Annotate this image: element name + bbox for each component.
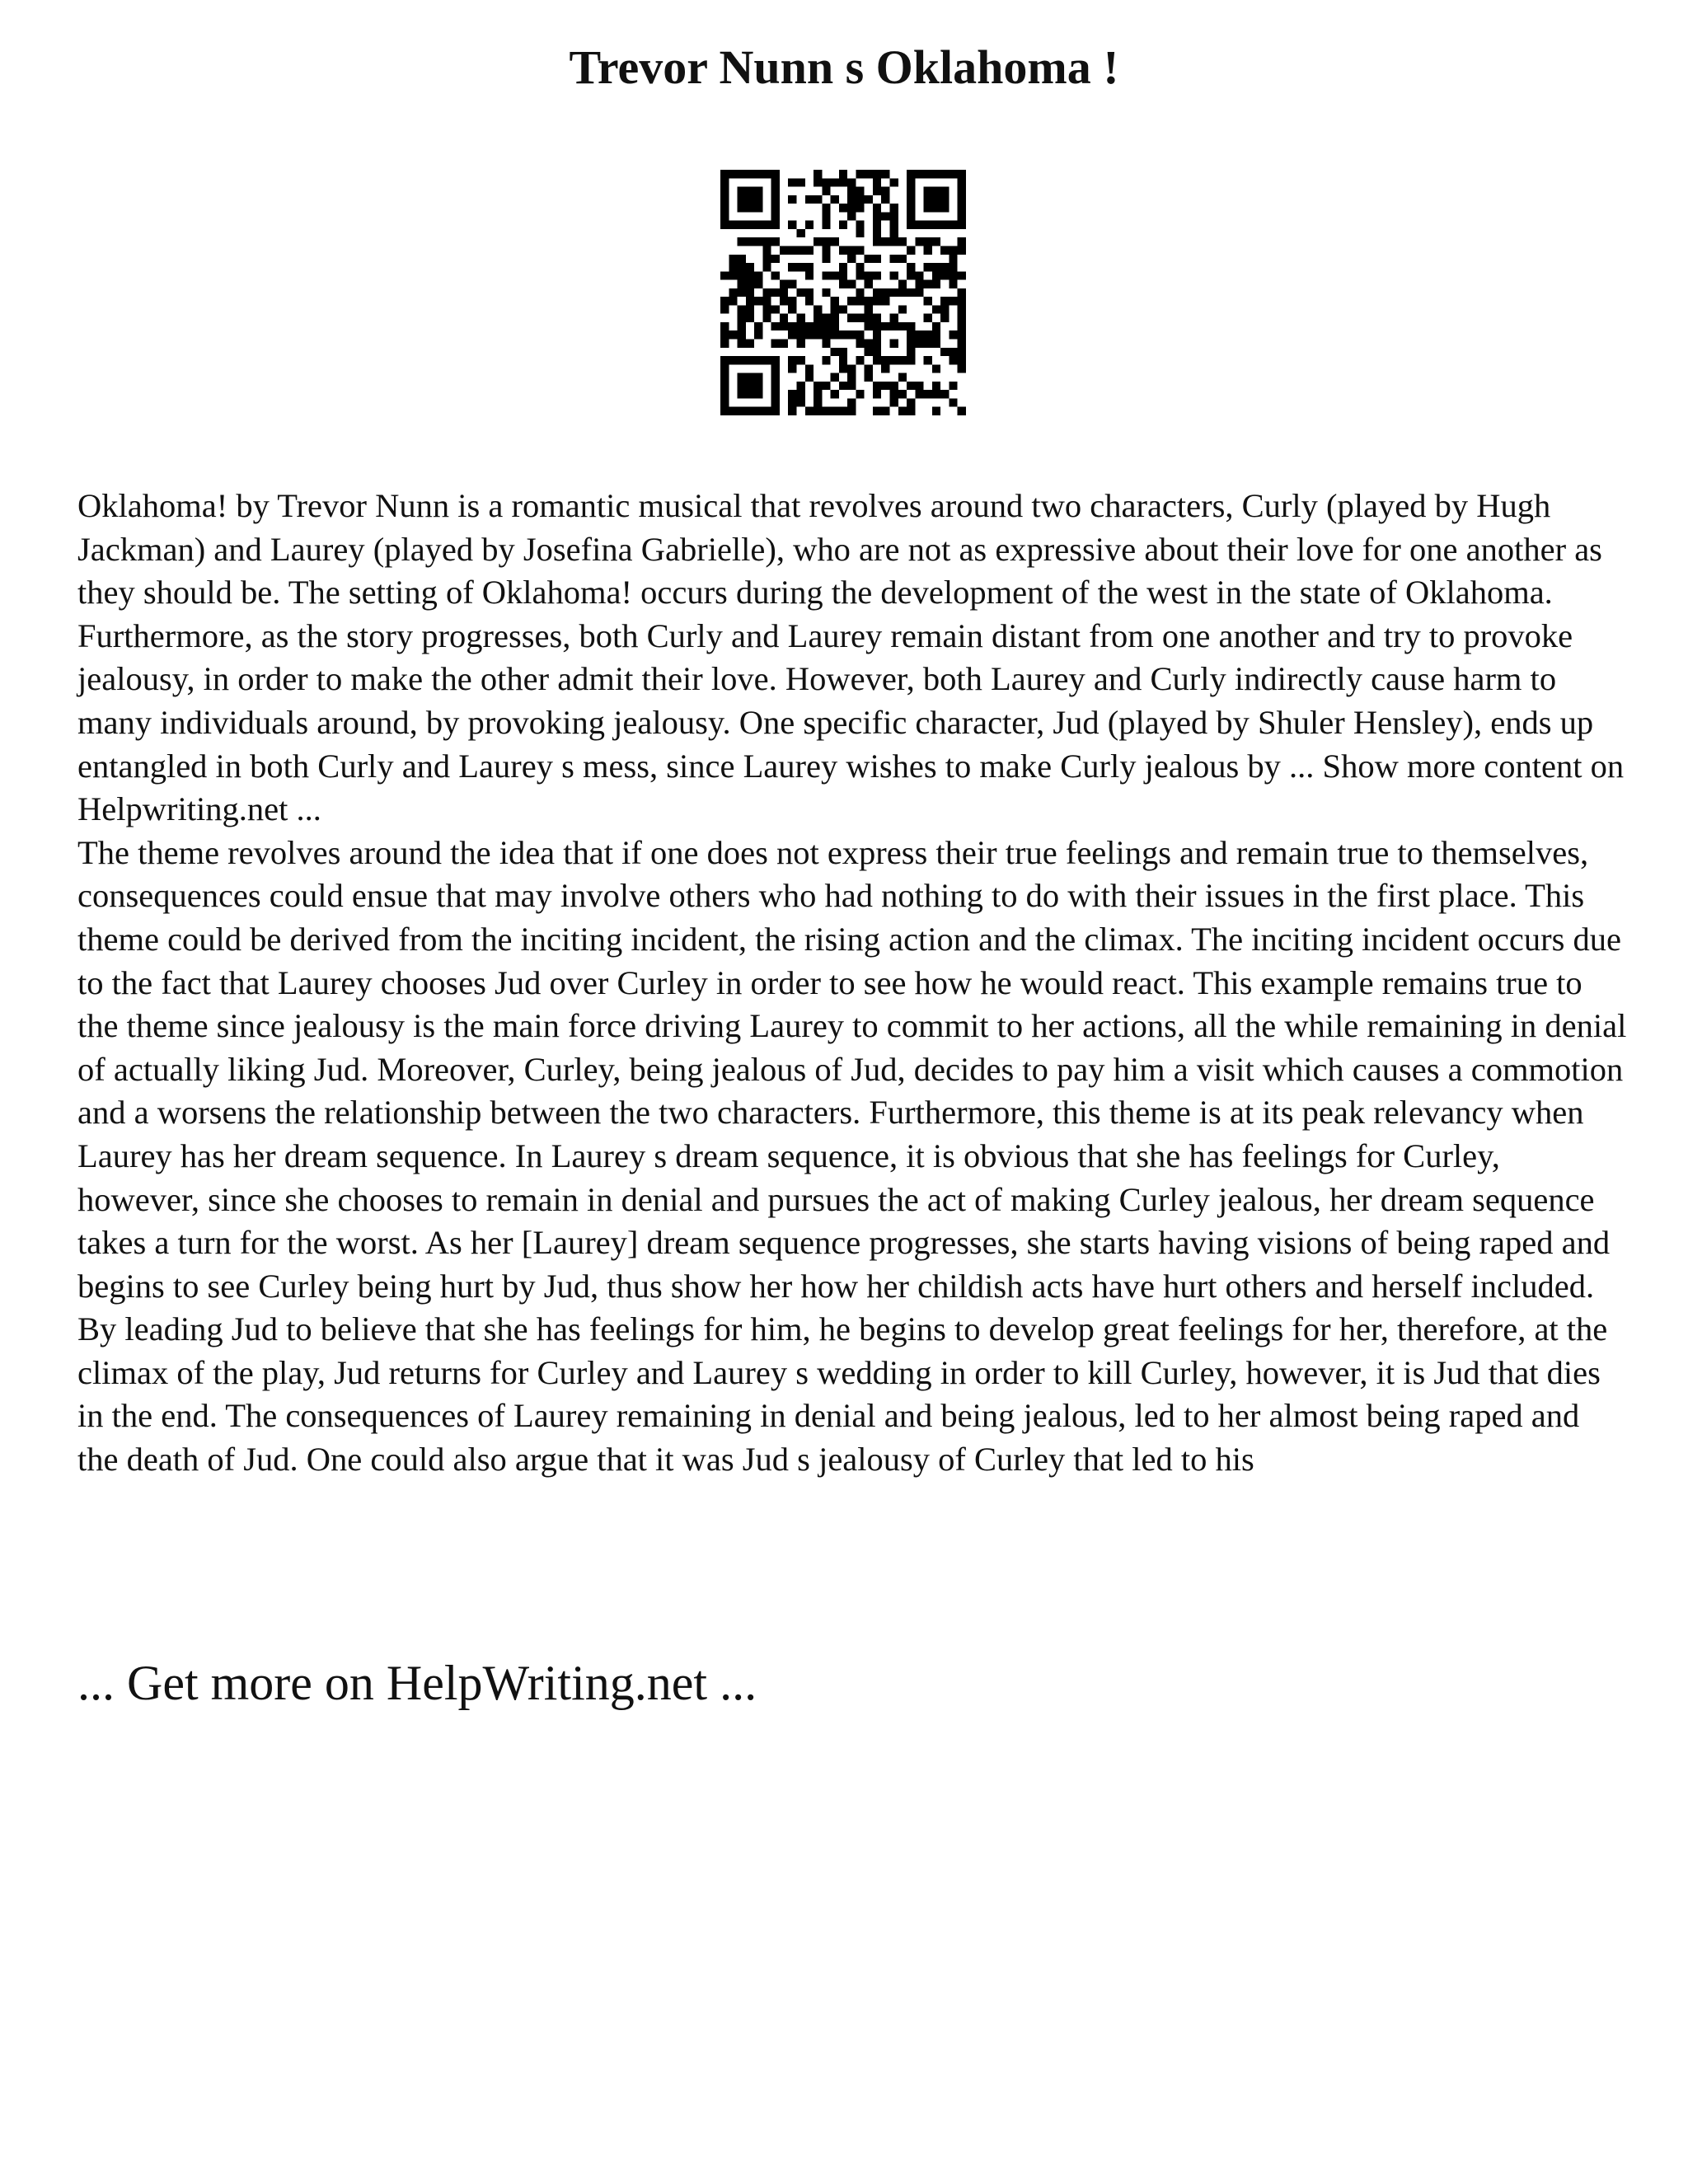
paragraph-intro: Oklahoma! by Trevor Nunn is a romantic musical that revolves around two characters, Curly (played by Hugh Jackman) and Laurey (played by Josefina Gabrielle), who are not as expressive about their love for one another as they should be. The setting of Oklahoma! occurs during the development of the west in the state of Oklahoma. Furthermore, as the story progresses, both Curly and Laurey remain distant from one another and try to provoke jealousy, in order to make the other admit their love. However, both Laurey and Curly indirectly cause harm to many individuals around, by provoking jealousy. One specific character, Jud (played by Shuler Hensley), ends up entangled in both Curly and Laurey s mess, since Laurey wishes to make Curly jealous by ... Show more content on Helpwriting.net ... [77, 487, 1625, 828]
paragraph-theme: The theme revolves around the idea that if one does not express their true feelings and remain true to themselves, consequences could ensue that may involve others who had nothing to do with their issues in the first place. This theme could be derived from the inciting incident, the rising action and the climax. The inciting incident occurs due to the fact that Laurey chooses Jud over Curley in order to see how he would react. This example remains true to the theme since jealousy is the main force driving Laurey to commit to her actions, all the while remaining in denial of actually liking Jud. Moreover, Curley, being jealous of Jud, decides to pay him a visit which causes a commotion and a worsens the relationship between the two characters. Furthermore, this theme is at its peak relevancy when Laurey has her dream sequence. In Laurey s dream sequence, it is obvious that she has feelings for Curley, however, since she chooses to remain in denial and pursues the act of making Curley jealous, her dream sequence takes a turn for the worst. As her [Laurey] dream sequence progresses, she starts having visions of being raped and begins to see Curley being hurt by Jud, thus show her how her childish acts have hurt others and herself included. By leading Jud to believe that she has feelings for him, he begins to develop great feelings for her, therefore, at the climax of the play, Jud returns for Curley and Laurey s wedding in order to kill Curley, however, it is Jud that dies in the end. The consequences of Laurey remaining in denial and being jealous, led to her almost being raped and the death of Jud. One could also argue that it was Jud s jealousy of Curley that led to his [77, 833, 1627, 1479]
qr-code-icon [720, 170, 966, 415]
page-title: Trevor Nunn s Oklahoma ! [569, 40, 1119, 94]
get-more-link[interactable]: ... Get more on HelpWriting.net ... [77, 1656, 757, 1710]
article-body [77, 485, 1627, 1482]
